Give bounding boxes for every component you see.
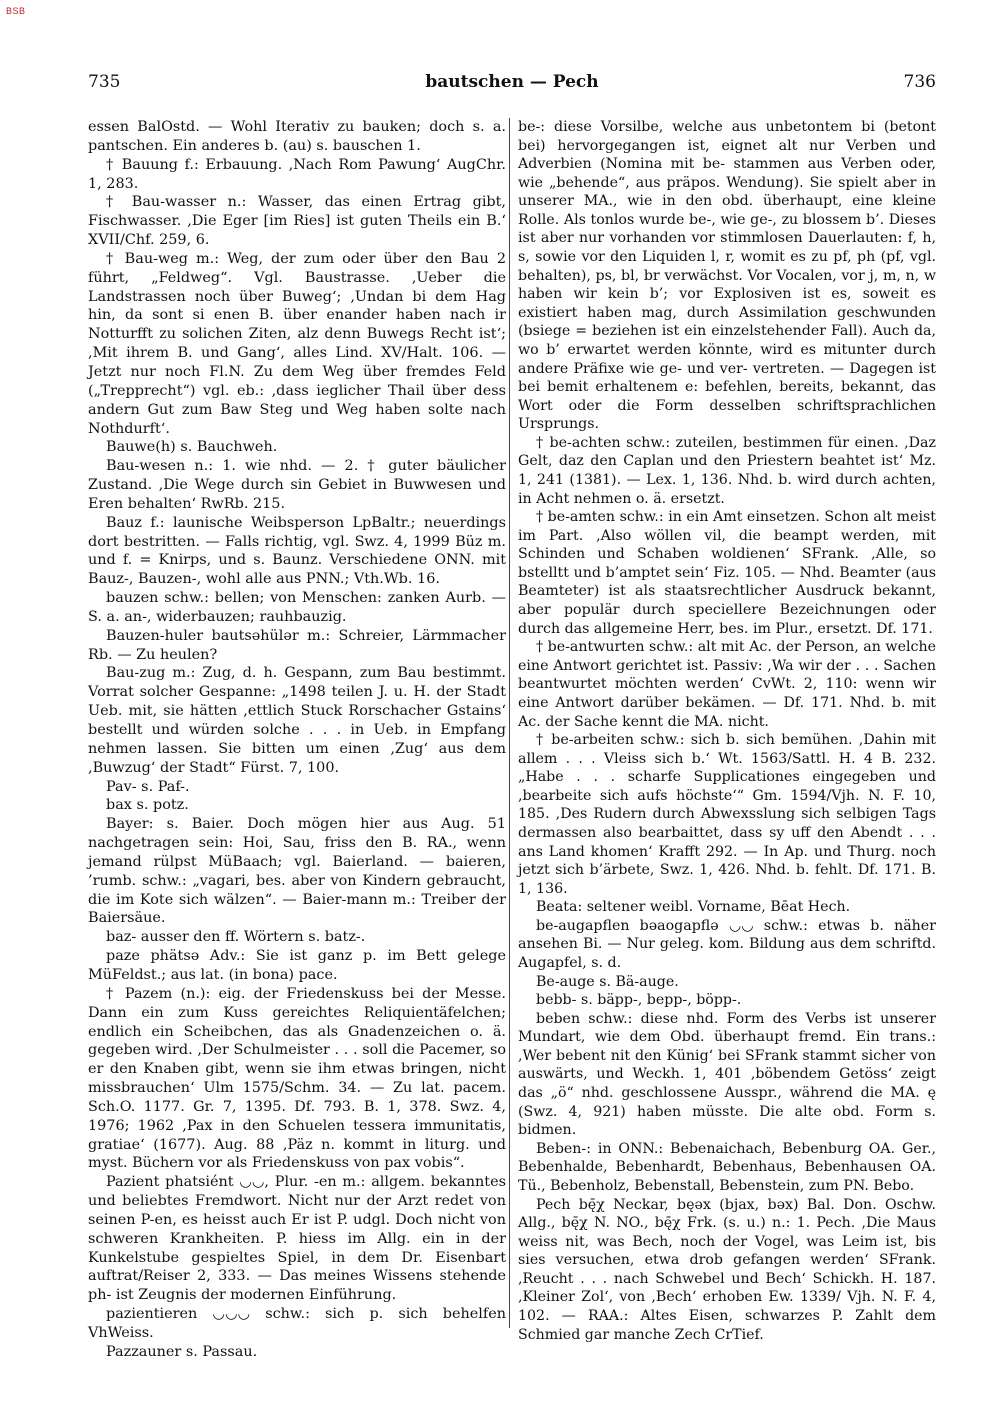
dictionary-entry: baz- ausser den ff. Wörtern s. batz-.	[106, 929, 366, 946]
dictionary-entry: † Bau-wasser n.: Wasser, das einen Ertrag gibt, Fischwasser. ,Die Eger [im Ries] ist guten Theils ein B.‘ XVII/Chf. 259, 6.	[88, 194, 506, 249]
dictionary-entry: beben schw.: diese nhd. Form des Verbs ist unserer Mundart, wie dem Obd. überhaupt fremd. Ein trans.: ,Wer bebent nit den Künig‘ bei SFrank stammt sicher von auswärts, und Weckh. 1, 401 ,böbendem Getöss‘ zeigt das „ö“ nhd. geschlossene Ausspr., während die MA. ę (Swz. 4, 921) haben müsste. Die alte obd. Form s. bidmen.	[518, 1010, 936, 1139]
dictionary-entry: † Bauung f.: Erbauung. ,Nach Rom Pawung‘ AugChr. 1, 283.	[88, 156, 506, 192]
dictionary-entry: Pazzauner s. Passau.	[106, 1343, 258, 1360]
dictionary-entry: essen BalOstd. — Wohl Iterativ zu bauken; doch s. a. pantschen. Ein anderes b. (au) s. bauschen 1.	[88, 119, 506, 154]
column-divider	[509, 118, 510, 1328]
dictionary-entry: Beata: seltener weibl. Vorname, Bēat Hech.	[536, 899, 851, 916]
dictionary-entry: Pech bę̄χ Neckar, bęəx (bjax, bəx) Bal. Don. Oschw. Allg., bę̄χ N. NO., bę̄χ Frk. (s. u.) n.: 1. Pech. ,Die Maus weiss nit, was Bech, noch der Vogel, was Leim ist, bis sies versuchen, etwa drob gefangen werden‘ SFrank. ,Reucht . . . nach Schwebel und Bech‘ Schickh. H. 187. ,Kleiner Zol‘, von ,Bech‘ erhoben Ew. 1339/ Vjh. N. F. 4, 102. — RAA.: Altes Eisen, schwarzes P. Zahlt dem Schmied gar manche Zech CrTief.	[518, 1196, 936, 1343]
dictionary-entry: † Bau-weg m.: Weg, der zum oder über den Bau 2 führt, „Feldweg“. Vgl. Baustrasse. ,Ueber die Landstrassen noch über Buweg‘; ,Undan bi dem Hag hin, da sont si enen B. über enander haben nach ir Notturfft zu solichen Ziten, alz denn Buwegs Recht ist‘; ,Mit ihrem B. und Gang‘, alles Lind. XV/Halt. 106. — Jetzt nur noch Fl.N. Zu dem Weg über fremdes Feld („Trepprecht“) vgl. eb.: ,dass ieglicher Thail über dess andern Gut zum Baw Steg und Weg haben solte nach Nothdurft‘.	[88, 250, 506, 437]
dictionary-entry: † be-amten schw.: in ein Amt einsetzen. Schon alt meist im Part. ,Also wöllen vil, die beampt werden, mit Schinden und Schaben woldienen‘ SFrank. ,Alle, so bstelltt und b’amptet sein‘ Fiz. 105. — Nhd. Beamter (aus Beamteter) ist als staatsrechtlicher Ausdruck bekannt, aber populär durch speciellere Bezeichnungen oder durch das allgemeine Herr, bes. im Plur., ersetzt. Df. 171.	[518, 509, 936, 637]
dictionary-entry: Bauz f.: launische Weibsperson LpBaltr.; neuerdings dort bestritten. — Falls richtig, vgl. Swz. 4, 1999 Büz m. und f. = Knirps, und s. Baunz. Verschiedene ONN. mit Bauz-, Bauzen-, wohl alle aus PNN.; Vth.Wb. 16.	[88, 514, 506, 588]
dictionary-entry: † be-achten schw.: zuteilen, bestimmen für einen. ,Daz Gelt, daz den Caplan und den Priestern beahtet ist‘ Mz. 1, 241 (1381). — Lex. 1, 136. Nhd. b. wird durch achten, in Acht nehmen o. ä. ersetzt.	[518, 434, 936, 507]
dictionary-entry: pazientieren ◡◡◡ schw.: sich p. sich behelfen VhWeiss.	[88, 1306, 506, 1341]
dictionary-entry: paze phätsə Adv.: Sie ist ganz p. im Bett gelege MüFeldst.; aus lat. (in bona) pace.	[88, 948, 506, 983]
dictionary-entry: † Pazem (n.): eig. der Friedenskuss bei der Messe. Dann ein zum Kuss gereichtes Reliquientäfelchen; endlich ein Scheibchen, das als Gnadenzeichen o. ä. gegeben wird. ,Der Schulmeister . . . soll die Pacemer, so er den Knaben gibt, wenn sie ihm etwas bringen, nicht missbrauchen‘ Ulm 1575/Schm. 34. — Zu lat. pacem. Sch.O. 1177. Gr. 7, 1395. Df. 793. B. 1, 378. Swz. 4, 1976; 1962 ,Pax in den Schuelen tessera immunitatis, gratiae‘ (1677). Aug. 88 ,Päz n. kommt in liturg. und myst. Büchern vor als Friedenskuss von pax vobis“.	[88, 985, 506, 1172]
dictionary-entry: bebb- s. bäpp-, bepp-, böpp-.	[536, 992, 742, 1009]
dictionary-entry: Pav- s. Paf-.	[106, 778, 190, 795]
page-header	[88, 72, 936, 98]
dictionary-entry: Be-auge s. Bä-auge.	[536, 973, 679, 990]
dictionary-entry: Beben-: in ONN.: Bebenaichach, Bebenburg OA. Ger., Bebenhalde, Bebenhardt, Bebenhaus, Bebenhausen OA. Tü., Bebenholz, Bebenstall, Bebenstein, zum PN. Bebo.	[518, 1140, 936, 1194]
dictionary-entry: bax s. potz.	[106, 797, 189, 814]
left-page-number: 735	[88, 72, 121, 92]
dictionary-entry: Bauwe(h) s. Bauchweh.	[106, 439, 278, 456]
dictionary-entry: † be-arbeiten schw.: sich b. sich bemühen. ,Dahin mit allem . . . Vleiss sich b.‘ Wt. 1563/Sattl. H. 4 B. 232. „Habe . . . scharfe Supplicationes eingegeben und ,bearbeite sich aufs höchste‘“ Gm. 1594/Vjh. N. F. 10, 185. ,Des Rudern durch Abwexsslung sich selbigen Tags dermassen also bearbaittet, dass sy uff den Abendt . . . ans Land khomen‘ Krafft 292. — In Ap. und Thurg. noch jetzt sich b’ärbete, Swz. 1, 426. Nhd. b. fehlt. Df. 171. B. 1, 136.	[518, 732, 936, 897]
right-column	[518, 118, 936, 1344]
dictionary-entry: Bayer: s. Baier. Doch mögen hier aus Aug. 51 nachgetragen sein: Hoi, Sau, friss den B. RA., wenn jemand rülpst MüBaach; vgl. Baierland. — baieren, ’rumb. schw.: „vagari, bes. aber von Kindern gebraucht, die im Kote sich wälzen“. — Baier-mann m.: Treiber der Baiersäue.	[88, 816, 506, 927]
right-page-number: 736	[903, 72, 936, 92]
dictionary-entry: be-: diese Vorsilbe, welche aus unbetontem bi (betont bei) hervorgegangen ist, eignet alt nur Verben und Adverbien (Nomina mit be- stammen aus Verben oder, wie „behende“, aus präpos. Wendung). Sie spielt aber in unserer MA., wie in den obd. überhaupt, eine kleine Rolle. Als tonlos wurde be-, wie ge-, zu blossem b’. Dieses ist aber nur vorhanden vor stimmlosen Dauerlauten: f, h, s, sowie vor den Liquiden l, r, womit es zu pf, ph (pf, vgl. behalten), ps, bl, br verwächst. Vor Vocalen, vor j, m, n, w haben wir kein b’; vor Explosiven ist es, soweit es existiert haben mag, durch Assimilation geschwunden (bsiege = beziehen ist ein einzelstehender Fall). Auch da, wo b’ erwartet werden könnte, wird es mitunter durch andere Präfixe wie ge- und ver- vertreten. — Dagegen ist bei bemit erhaltenem e: befehlen, bereits, bekannt, das Wort oder die Form desselben schriftsprachlichen Ursprungs.	[518, 119, 936, 433]
dictionary-entry: † be-antwurten schw.: alt mit Ac. der Person, an welche eine Antwort gerichtet ist. Passiv: ,Wa wir der . . . Sachen beantwurtet möchten werden‘ CvWt. 2, 110: wenn wir eine Antwort darüber bekämen. — Df. 171. Nhd. b. mit Ac. der Sache kennt die MA. nicht.	[518, 639, 936, 730]
left-column	[88, 118, 506, 1362]
dictionary-entry: Bau-wesen n.: 1. wie nhd. — 2. † guter bäulicher Zustand. ,Die Wege durch sin Gebiet in Buwwesen und Eren behalten‘ RwRb. 215.	[88, 458, 506, 512]
dictionary-entry: bauzen schw.: bellen; von Menschen: zanken Aurb. — S. a. an-, widerbauzen; rauhbauzig.	[88, 590, 506, 625]
library-mark: BSB	[6, 6, 26, 16]
dictionary-entry: be-augapflen bəaogapflə ◡◡ schw.: etwas b. näher ansehen Bi. — Nur geleg. kom. Bildung aus dem schriftd. Augapfel, s. d.	[518, 917, 936, 972]
dictionary-entry: Pazient phatsiént ◡◡, Plur. -en m.: allgem. bekanntes und beliebtes Fremdwort. Nicht nur der Arzt redet von seinen P-en, es heisst auch Er ist P. udgl. Doch nicht von schweren Krankheiten. P. hiess im Allg. ein in der Kunkelstube gespieltes Spiel, in dem Dr. Eisenbart auftrat/Reiser 2, 333. — Das meines Wissens stehende ph- ist Zeugnis der modernen Einführung.	[88, 1174, 506, 1304]
dictionary-entry: Bau-zug m.: Zug, d. h. Gespann, zum Bau bestimmt. Vorrat solcher Gespanne: „1498 teilen J. u. H. der Stadt Ueb. mit, sie hätten ,ettlich Stuck Rorschacher Gstains‘ bestellt und würden solche . . . in Ueb. in Empfang nehmen lassen. Sie bitten um einen ,Zug‘ aus dem ,Buwzug‘ der Stadt“ Fürst. 7, 100.	[88, 665, 506, 776]
dictionary-entry: Bauzen-huler bautsəhülər m.: Schreier, Lärmmacher Rb. — Zu heulen?	[88, 627, 506, 663]
running-title: bautschen — Pech	[425, 72, 599, 92]
